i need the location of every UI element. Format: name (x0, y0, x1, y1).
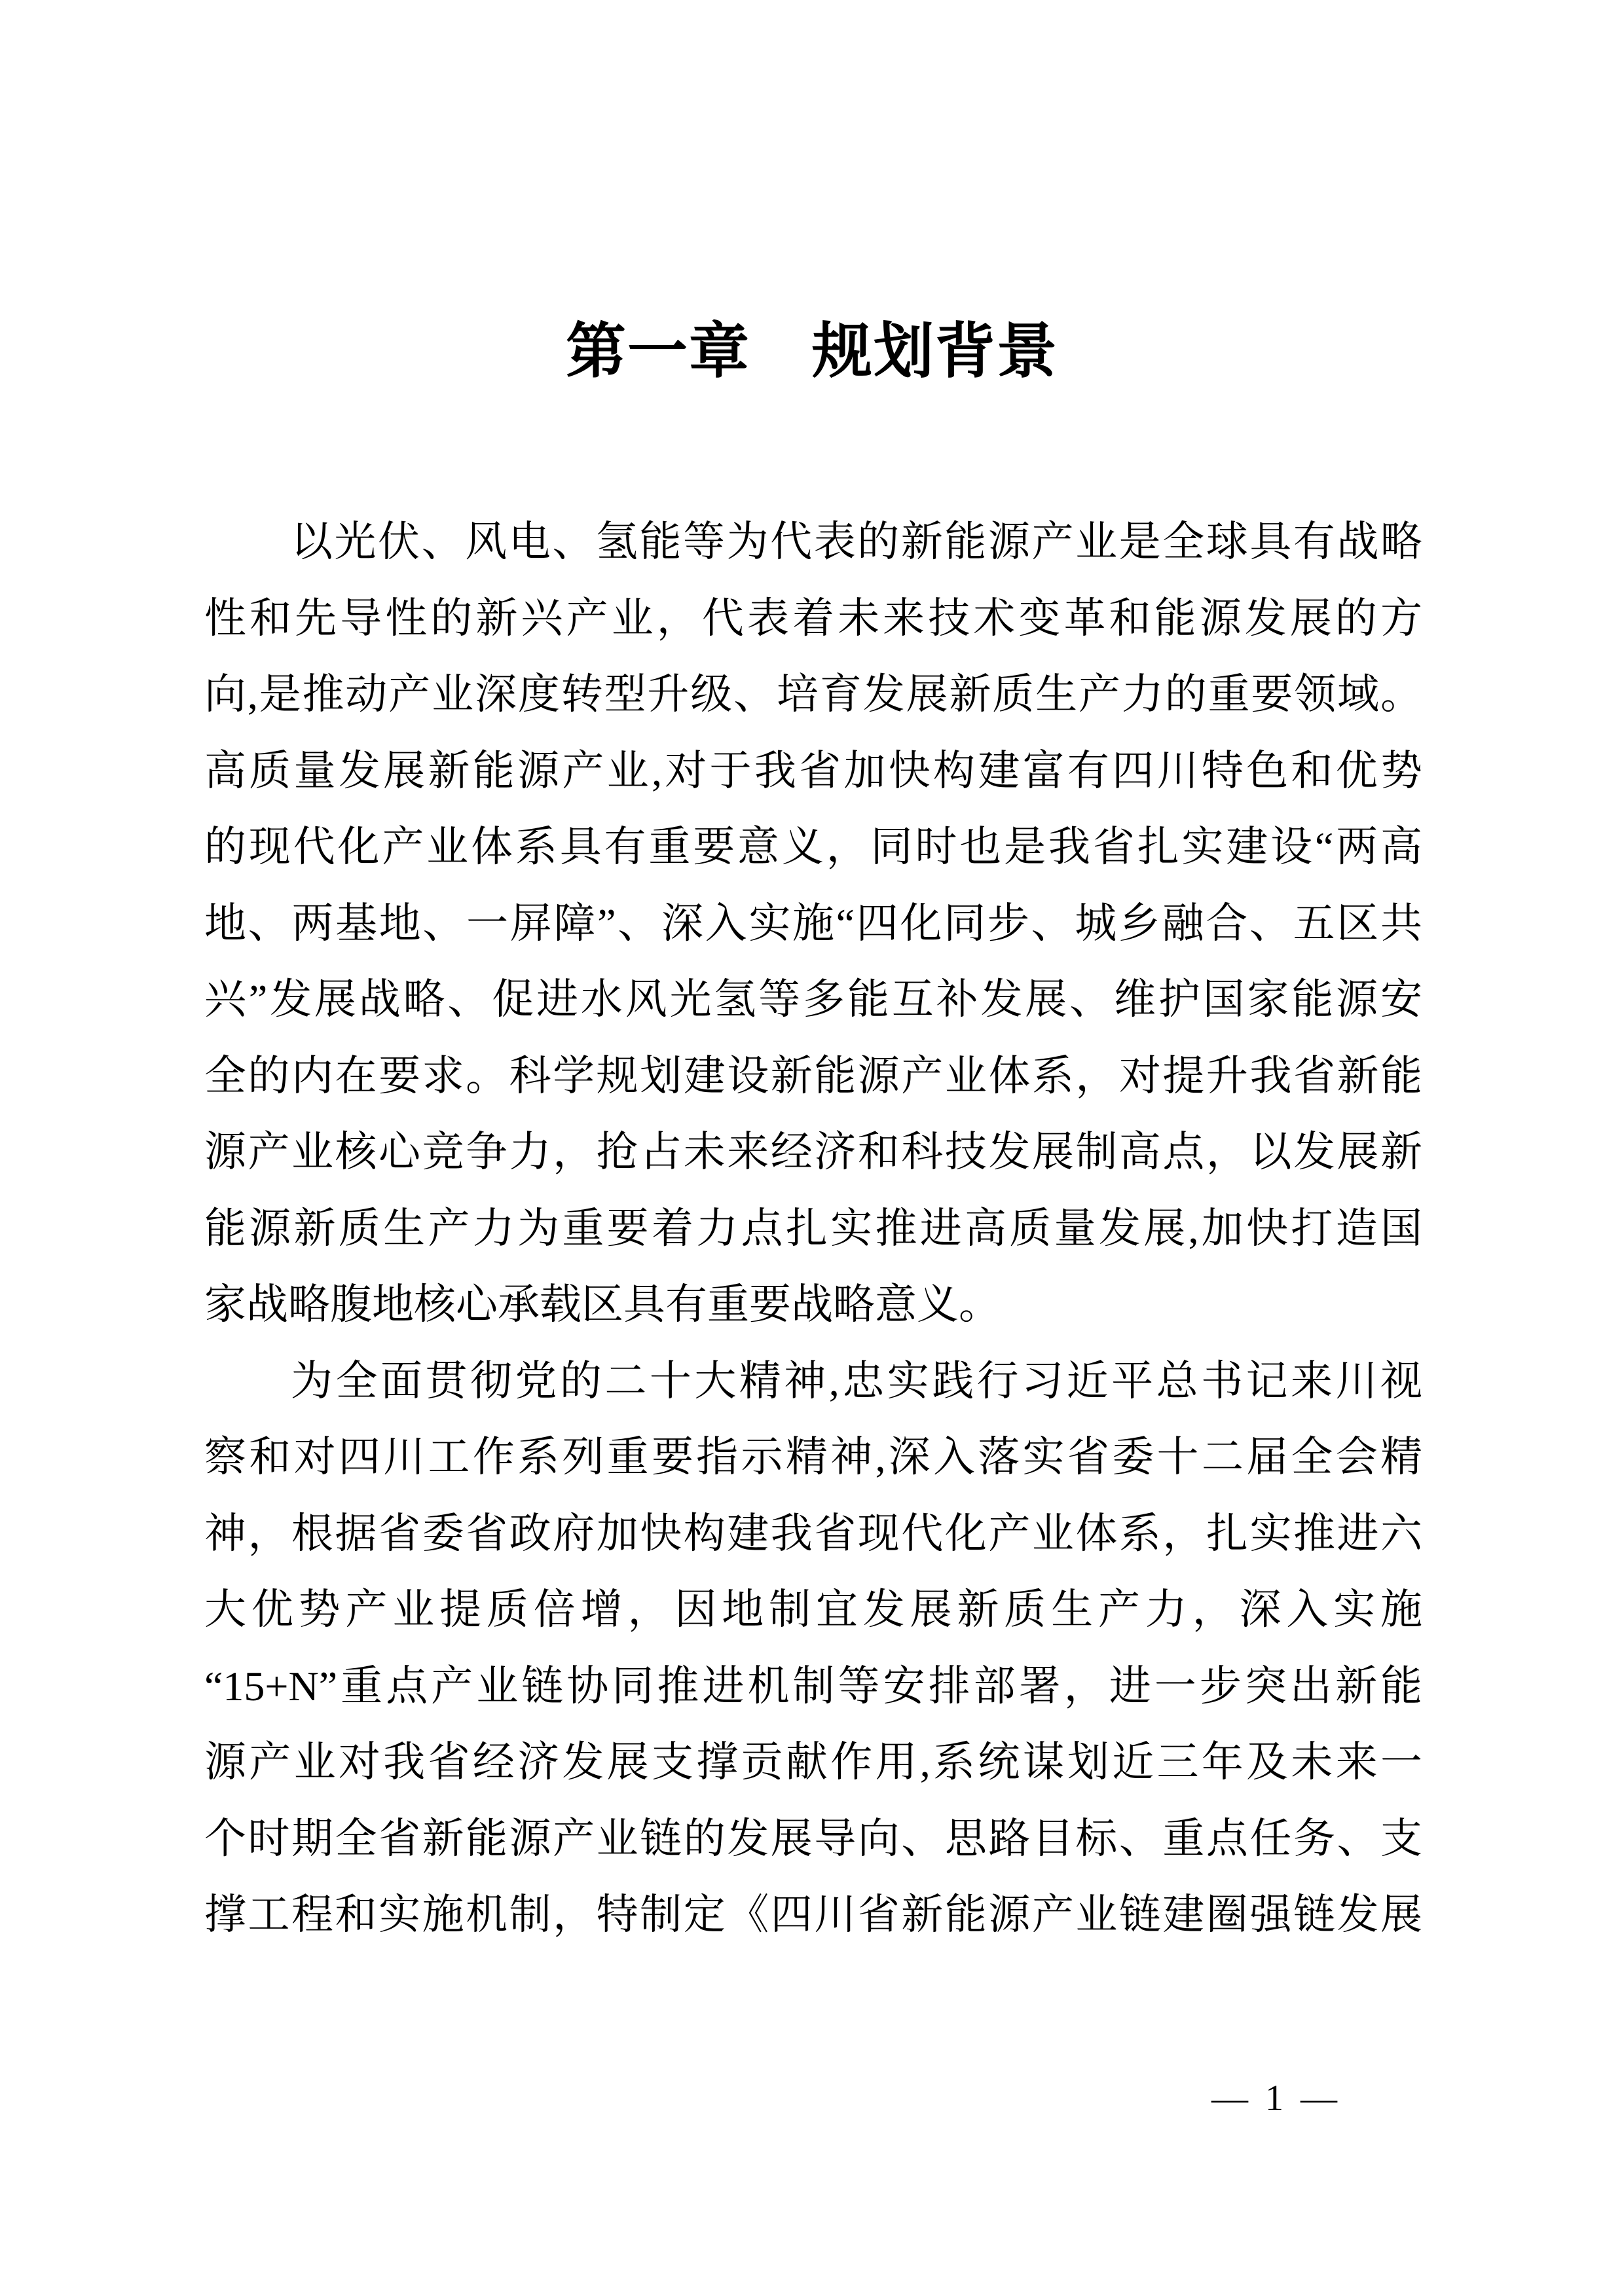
text-line: 向,是推动产业深度转型升级、培育发展新质生产力的重要领域。 (204, 671, 1422, 718)
body-text (204, 504, 1422, 1954)
text-line: 个时期全省新能源产业链的发展导向、思路目标、重点任务、支 (204, 1815, 1422, 1862)
text-line: “15+N”重点产业链协同推进机制等安排部署，进一步突出新能 (204, 1662, 1422, 1709)
text-line: 为全面贯彻党的二十大精神,忠实践行习近平总书记来川视 (291, 1357, 1422, 1404)
text-line: 家战略腹地核心承载区具有重要战略意义。 (204, 1281, 1001, 1328)
text-line: 地、两基地、一屏障”、深入实施“四化同步、城乡融合、五区共 (204, 900, 1422, 947)
text-line: 源产业对我省经济发展支撑贡献作用,系统谋划近三年及未来一 (204, 1739, 1422, 1785)
text-line: 全的内在要求。科学规划建设新能源产业体系，对提升我省新能 (204, 1052, 1422, 1099)
text-line: 能源新质生产力为重要着力点扎实推进高质量发展,加快打造国 (204, 1205, 1422, 1252)
text-line: 兴”发展战略、促进水风光氢等多能互补发展、维护国家能源安 (204, 976, 1422, 1023)
page-number: — 1 — (1211, 2078, 1341, 2119)
text-line: 性和先导性的新兴产业，代表着未来技术变革和能源发展的方 (204, 594, 1422, 642)
text-line: 大优势产业提质倍增，因地制宜发展新质生产力，深入实施 (204, 1586, 1422, 1633)
chapter-title: 第一章 规划背景 (565, 318, 1058, 385)
text-line: 的现代化产业体系具有重要意义，同时也是我省扎实建设“两高 (204, 824, 1422, 870)
text-line: 高质量发展新能源产业,对于我省加快构建富有四川特色和优势 (204, 747, 1422, 794)
text-line: 源产业核心竞争力，抢占未来经济和科技发展制高点，以发展新 (204, 1129, 1422, 1175)
text-line: 察和对四川工作系列重要指示精神,深入落实省委十二届全会精 (204, 1434, 1422, 1480)
text-line: 神，根据省委省政府加快构建我省现代化产业体系，扎实推进六 (204, 1510, 1422, 1557)
text-line: 撑工程和实施机制，特制定《四川省新能源产业链建圈强链发展 (204, 1891, 1422, 1938)
text-line: 以光伏、风电、氢能等为代表的新能源产业是全球具有战略 (291, 519, 1422, 565)
